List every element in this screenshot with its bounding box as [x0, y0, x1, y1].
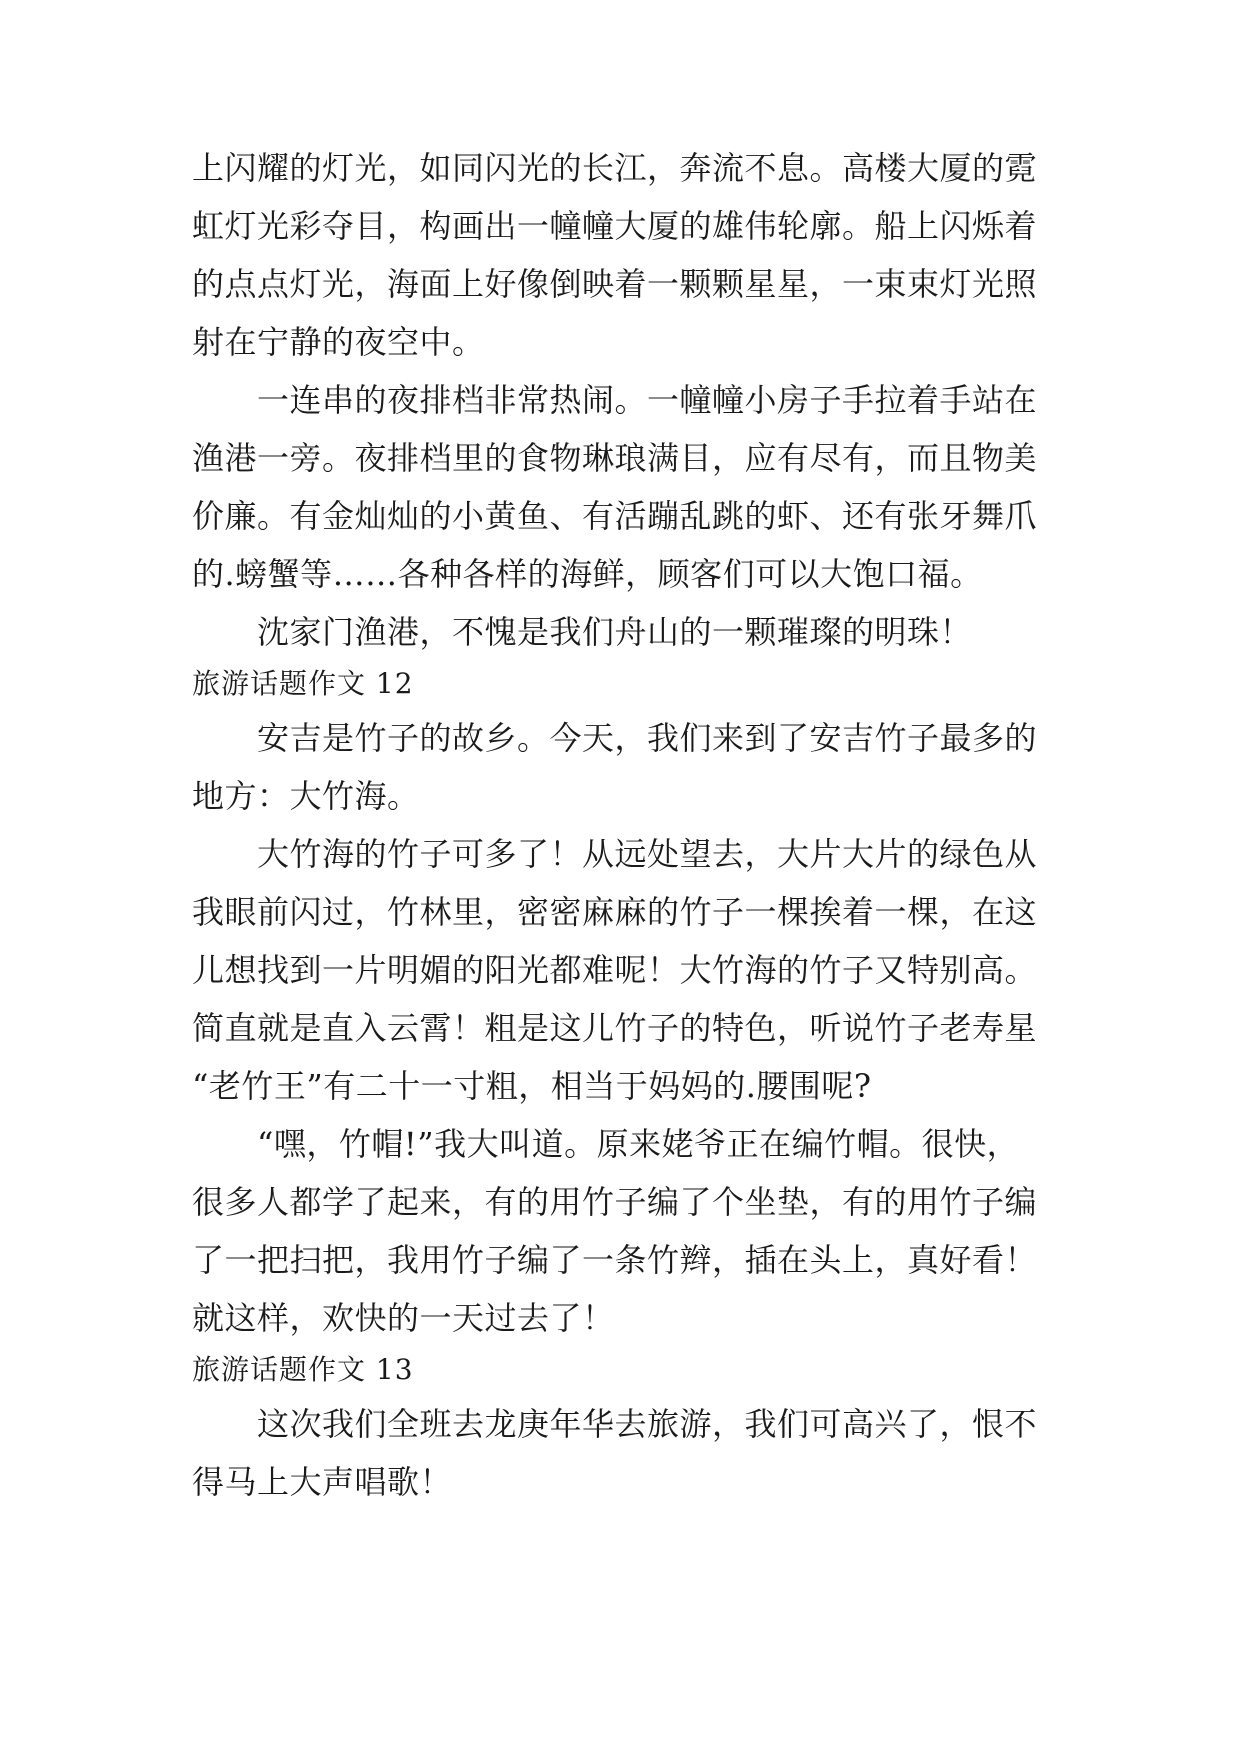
- text-line: 的.螃蟹等……各种各样的海鲜，顾客们可以大饱口福。: [192, 555, 983, 593]
- text-line: 的点点灯光，海面上好像倒映着一颗颗星星，一束束灯光照: [192, 265, 1038, 303]
- text-line: “老竹王”有二十一寸粗，相当于妈妈的.腰围呢?: [192, 1067, 872, 1105]
- text-line: 我眼前闪过，竹林里，密密麻麻的竹子一棵挨着一棵，在这: [192, 893, 1038, 931]
- paragraph-start: “嘿，竹帽!”我大叫道。原来姥爷正在编竹帽。很快，: [257, 1125, 1020, 1163]
- paragraph-start: 一连串的夜排档非常热闹。一幢幢小房子手拉着手站在: [257, 381, 1038, 419]
- paragraph-start: 安吉是竹子的故乡。今天，我们来到了安吉竹子最多的: [257, 719, 1038, 757]
- text-line: 上闪耀的灯光，如同闪光的长江，奔流不息。高楼大厦的霓: [192, 149, 1038, 187]
- text-line: 了一把扫把，我用竹子编了一条竹辫，插在头上，真好看！: [192, 1241, 1038, 1279]
- section-heading: 旅游话题作文 13: [192, 1353, 414, 1386]
- paragraph-start: 这次我们全班去龙庚年华去旅游，我们可高兴了，恨不: [257, 1405, 1038, 1443]
- paragraph-start: 大竹海的竹子可多了！从远处望去，大片大片的绿色从: [257, 835, 1038, 873]
- text-line: 得马上大声唱歌！: [192, 1463, 453, 1501]
- text-line: 儿想找到一片明媚的阳光都难呢！大竹海的竹子又特别高。: [192, 951, 1038, 989]
- text-line: 地方：大竹海。: [192, 777, 420, 815]
- text-line: 价廉。有金灿灿的小黄鱼、有活蹦乱跳的虾、还有张牙舞爪: [192, 497, 1038, 535]
- text-line: 射在宁静的夜空中。: [192, 323, 485, 361]
- section-heading: 旅游话题作文 12: [192, 667, 414, 700]
- paragraph-start: 沈家门渔港，不愧是我们舟山的一颗璀璨的明珠！: [257, 613, 973, 651]
- text-line: 很多人都学了起来，有的用竹子编了个坐垫，有的用竹子编: [192, 1183, 1038, 1221]
- text-line: 渔港一旁。夜排档里的食物琳琅满目，应有尽有，而且物美: [192, 439, 1038, 477]
- text-line: 简直就是直入云霄！粗是这儿竹子的特色，听说竹子老寿星: [192, 1009, 1038, 1047]
- text-line: 虹灯光彩夺目，构画出一幢幢大厦的雄伟轮廓。船上闪烁着: [192, 207, 1038, 245]
- text-line: 就这样，欢快的一天过去了！: [192, 1299, 615, 1337]
